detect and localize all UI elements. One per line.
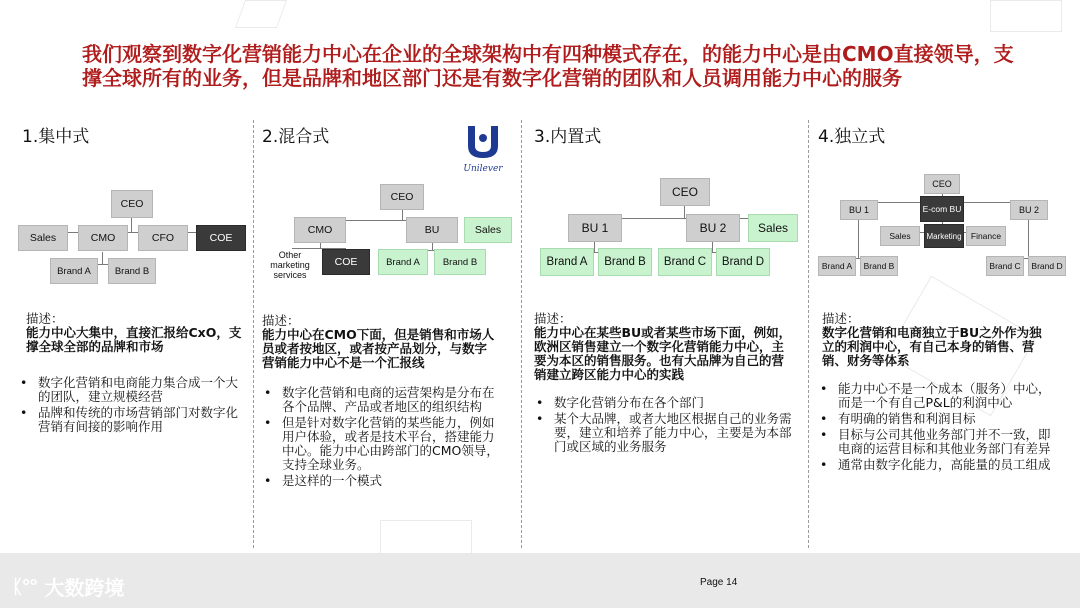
org-node-brand-a: Brand A xyxy=(50,258,98,284)
description-summary: 能力中心大集中，直接汇报给CxO，支撑全球全部的品牌和市场 xyxy=(26,325,242,354)
org-node-marketing: Marketing xyxy=(924,224,964,248)
org-node-brand-b: Brand B xyxy=(860,256,898,276)
org-node-brand-d: Brand D xyxy=(1028,256,1066,276)
bullet-item: • 通常由数字化能力，高能量的员工组成 xyxy=(818,458,1052,472)
page-number: Page 14 xyxy=(700,577,738,588)
org-node-sales: Sales xyxy=(880,226,920,246)
background-hexagon xyxy=(235,0,287,28)
bullet-list xyxy=(818,382,1052,472)
column-independent xyxy=(818,118,1070,550)
bullet-list xyxy=(534,396,802,454)
description xyxy=(534,312,804,456)
bullet-item: • 数字化营销和电商能力集合成一个大的团队，建立规模经营 xyxy=(18,376,246,404)
bullet-item: • 目标与公司其他业务部门并不一致，即电商的运营目标和其他业务部门有差异 xyxy=(818,428,1052,456)
brand-logo-mark: ᛕ°° xyxy=(12,575,37,598)
org-node-ceo: CEO xyxy=(380,184,424,210)
org-node-brand-b: Brand B xyxy=(434,249,486,275)
brand-logo-text: 大数跨境 xyxy=(44,576,125,600)
bullet-item: • 数字化营销分布在各个部门 xyxy=(534,396,802,410)
description-summary: 数字化营销和电商独立于BU之外作为独立的利润中心，有自己本身的销售、营销、财务等体系 xyxy=(822,325,1042,368)
org-node-sales: Sales xyxy=(748,214,798,242)
description xyxy=(262,314,512,490)
column-centralized xyxy=(18,118,246,550)
org-node-brand-a: Brand A xyxy=(818,256,856,276)
column-heading: 4.独立式 xyxy=(818,127,886,147)
org-node-finance: Finance xyxy=(966,226,1006,246)
background-hexagon xyxy=(990,0,1062,32)
column-heading: 1.集中式 xyxy=(22,127,90,147)
org-node-brand-a: Brand A xyxy=(540,248,594,276)
description-summary: 能力中心在某些BU或者某些市场下面，例如，欧洲区销售建立一个数字化营销能力中心，主要为本区的销售服务。也有大品牌为自己的营销建立跨区能力中心的实践 xyxy=(534,325,792,382)
column-divider xyxy=(521,120,522,548)
bullet-item: • 是这样的一个模式 xyxy=(262,474,502,488)
org-node-brand-b: Brand B xyxy=(108,258,156,284)
org-node-brand-c: Brand C xyxy=(986,256,1024,276)
description xyxy=(818,312,1070,474)
org-node-ceo: CEO xyxy=(924,174,960,194)
org-node-coe: COE xyxy=(196,225,246,251)
org-node-brand-b: Brand B xyxy=(598,248,652,276)
bullet-list xyxy=(262,386,502,488)
org-node-bu1: BU 1 xyxy=(568,214,622,242)
bullet-item: • 但是针对数字化营销的某些能力，例如用户体验，或者是技术平台，搭建能力中心。能力中心由跨部门的CMO领导，支持全球业务。 xyxy=(262,416,502,472)
org-node-other-marketing: Other marketing services xyxy=(270,250,310,280)
footer-bar xyxy=(0,553,1080,608)
org-node-coe: COE xyxy=(322,249,370,275)
org-node-sales: Sales xyxy=(18,225,68,251)
org-node-ceo: CEO xyxy=(111,190,153,218)
description-label: 描述： xyxy=(26,311,64,326)
slide-title: 我们观察到数字化营销能力中心在企业的全球架构中有四种模式存在，的能力中心是由CMO直接领导，支撑全球所有的业务，但是品牌和地区部门还是有数字化营销的团队和人员调用能力中心的服务 xyxy=(82,42,1014,90)
description-label: 描述： xyxy=(822,311,860,326)
bullet-item: • 品牌和传统的市场营销部门对数字化营销有间接的影响作用 xyxy=(18,406,246,434)
org-node-sales: Sales xyxy=(464,217,512,243)
column-hybrid xyxy=(262,118,512,550)
org-node-bu1: BU 1 xyxy=(840,200,878,220)
org-node-bu2: BU 2 xyxy=(686,214,740,242)
unilever-logo-text: Unilever xyxy=(463,164,503,174)
org-node-ceo: CEO xyxy=(660,178,710,206)
org-node-brand-c: Brand C xyxy=(658,248,712,276)
column-embedded xyxy=(534,118,804,550)
org-node-ecom-bu: E-com BU xyxy=(920,196,964,222)
bullet-list xyxy=(18,376,246,434)
org-node-cfo: CFO xyxy=(138,225,188,251)
bullet-item: • 某个大品牌，或者大地区根据自己的业务需要，建立和培养了能力中心，主要是为本部门或区域的业务服务 xyxy=(534,412,802,454)
org-node-bu: BU xyxy=(406,217,458,243)
column-heading: 2.混合式 xyxy=(262,127,330,147)
column-divider xyxy=(808,120,809,548)
brand-logo xyxy=(12,572,124,601)
description-label: 描述： xyxy=(262,313,300,328)
bullet-item: • 有明确的销售和利润目标 xyxy=(818,412,1052,426)
column-heading: 3.内置式 xyxy=(534,127,602,147)
org-node-cmo: CMO xyxy=(294,217,346,243)
description-summary: 能力中心在CMO下面，但是销售和市场人员或者按地区，或者按产品划分，与数字营销能力中心不是一个汇报线 xyxy=(262,327,495,370)
org-node-brand-d: Brand D xyxy=(716,248,770,276)
org-node-brand-a: Brand A xyxy=(378,249,428,275)
bullet-item: • 数字化营销和电商的运营架构是分布在各个品牌、产品或者地区的组织结构 xyxy=(262,386,502,414)
column-divider xyxy=(253,120,254,548)
org-node-cmo: CMO xyxy=(78,225,128,251)
bullet-item: • 能力中心不是一个成本（服务）中心，而是一个有自己P&L的利润中心 xyxy=(818,382,1052,410)
description-label: 描述： xyxy=(534,311,572,326)
org-node-bu2: BU 2 xyxy=(1010,200,1048,220)
description xyxy=(18,312,246,436)
